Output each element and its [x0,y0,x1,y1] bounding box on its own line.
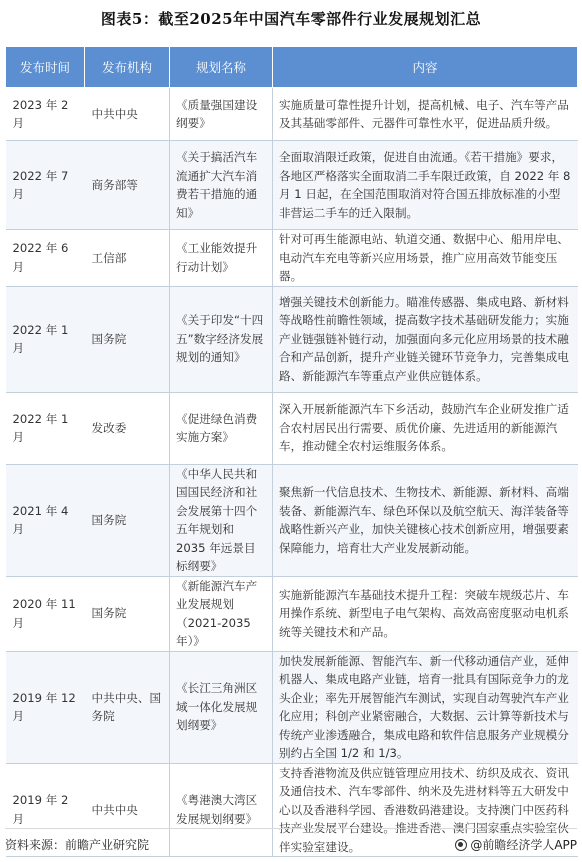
cell-content: 加快发展新能源、智能汽车、新一代移动通信产业，延伸机器人、集成电路产业链，培育一批具有国际竞争力的龙头企业；率先开展智能汽车测试，实现自动驾驶汽车产业化应用；科创产业紧密融合，大数据、云计算等新技术与传统产业渗透融合，集成电路和软件信息服务产业规模分别约占全国 1/2 和 1/3。 [273,651,578,763]
header-content: 内容 [273,47,578,88]
table-row [6,286,578,392]
table-row [6,651,578,763]
cell-org: 发改委 [85,392,170,464]
cell-content: 深入开展新能源汽车下乡活动，鼓励汽车企业研发推广适合农村居民出行需要、质优价廉、先进适用的新能源汽车，推动健全农村运维服务体系。 [273,392,578,464]
cell-org: 国务院 [85,286,170,392]
cell-org: 工信部 [85,230,170,287]
table-header-row [6,47,578,88]
source-note: 资料来源：前瞻产业研究院 [5,838,150,852]
table-row [6,392,578,464]
cell-content: 针对可再生能源电站、轨道交通、数据中心、船用岸电、电动汽车充电等新兴应用场景，推广应用高效节能变压器。 [273,230,578,287]
brand-logo-icon [455,839,467,851]
cell-name: 《促进绿色消费实施方案》 [170,392,273,464]
cell-name: 《关于搞活汽车流通扩大汽车消费若干措施的通知》 [170,141,273,230]
brand-credit [455,836,577,853]
cell-date: 2021 年 4 月 [6,464,85,576]
table-row [6,230,578,287]
cell-date: 2022 年 1 月 [6,392,85,464]
table-row [6,141,578,230]
cell-org: 中共中央、国务院 [85,651,170,763]
cell-org: 国务院 [85,464,170,576]
cell-name: 《质量强国建设纲要》 [170,88,273,141]
header-date: 发布时间 [6,47,85,88]
cell-org: 中共中央 [85,763,170,857]
cell-date: 2019 年 2 月 [6,763,85,857]
cell-name: 《工业能效提升行动计划》 [170,230,273,287]
cell-date: 2023 年 2 月 [6,88,85,141]
cell-content: 全面取消限迁政策，促进自由流通。《若干措施》要求，各地区严格落实全面取消二手车限迁政策，自 2022 年 8 月 1 日起，在全国范围取消对符合国五排放标准的小型非营运二手车的迁入限制。 [273,141,578,230]
cell-content: 增强关键技术创新能力。瞄准传感器、集成电路、新材料等战略性前瞻性领域，提高数字技术基础研发能力；实施产业链强链补链行动，加强面向多元化应用场景的技术融合和产品创新，提升产业链关键环节竞争力，完善集成电路、新能源汽车等重点产业供应链体系。 [273,286,578,392]
table-row [6,464,578,576]
table-row [6,88,578,141]
cell-org: 国务院 [85,576,170,651]
cell-date: 2022 年 7 月 [6,141,85,230]
header-name: 规划名称 [170,47,273,88]
footer-divider [5,828,577,829]
header-org: 发布机构 [85,47,170,88]
cell-name: 《长江三角洲区域一体化发展规划纲要》 [170,651,273,763]
chart-title: 图表5：截至2025年中国汽车零部件行业发展规划汇总 [100,10,482,28]
cell-date: 2019 年 12 月 [6,651,85,763]
cell-name: 《新能源汽车产业发展规划（2021-2035 年）》 [170,576,273,651]
cell-content: 实施新能源汽车基础技术提升工程：突破车规级芯片、车用操作系统、新型电子电气架构、高效高密度驱动电机系统等关键技术和产品。 [273,576,578,651]
brand-credit-text: @前瞻经济学人APP [470,838,577,852]
cell-content: 聚焦新一代信息技术、生物技术、新能源、新材料、高端装备、新能源汽车、绿色环保以及航空航天、海洋装备等战略性新兴产业，加快关键核心技术创新应用，增强要素保障能力，培育壮大产业发展新动能。 [273,464,578,576]
cell-date: 2022 年 6 月 [6,230,85,287]
cell-org: 中共中央 [85,88,170,141]
table-row [6,576,578,651]
cell-org: 商务部等 [85,141,170,230]
cell-name: 《中华人民共和国国民经济和社会发展第十四个五年规划和 2035 年远景目标纲要》 [170,464,273,576]
cell-name: 《关于印发“十四五”数字经济发展规划的通知》 [170,286,273,392]
cell-content: 支持香港物流及供应链管理应用技术、纺织及成衣、资讯及通信技术、汽车零部件、纳米及先进材料等五大研发中心以及香港科学园、香港数码港建设。支持澳门中医药科技产业发展平台建设。推进香港、澳门国家重点实验室伙伴实验室建设。 [273,763,578,857]
cell-date: 2020 年 11 月 [6,576,85,651]
cell-name: 《粤港澳大湾区发展规划纲要》 [170,763,273,857]
policy-table [5,46,578,857]
cell-date: 2022 年 1 月 [6,286,85,392]
cell-content: 实施质量可靠性提升计划，提高机械、电子、汽车等产品及其基础零部件、元器件可靠性水平，促进品质升级。 [273,88,578,141]
